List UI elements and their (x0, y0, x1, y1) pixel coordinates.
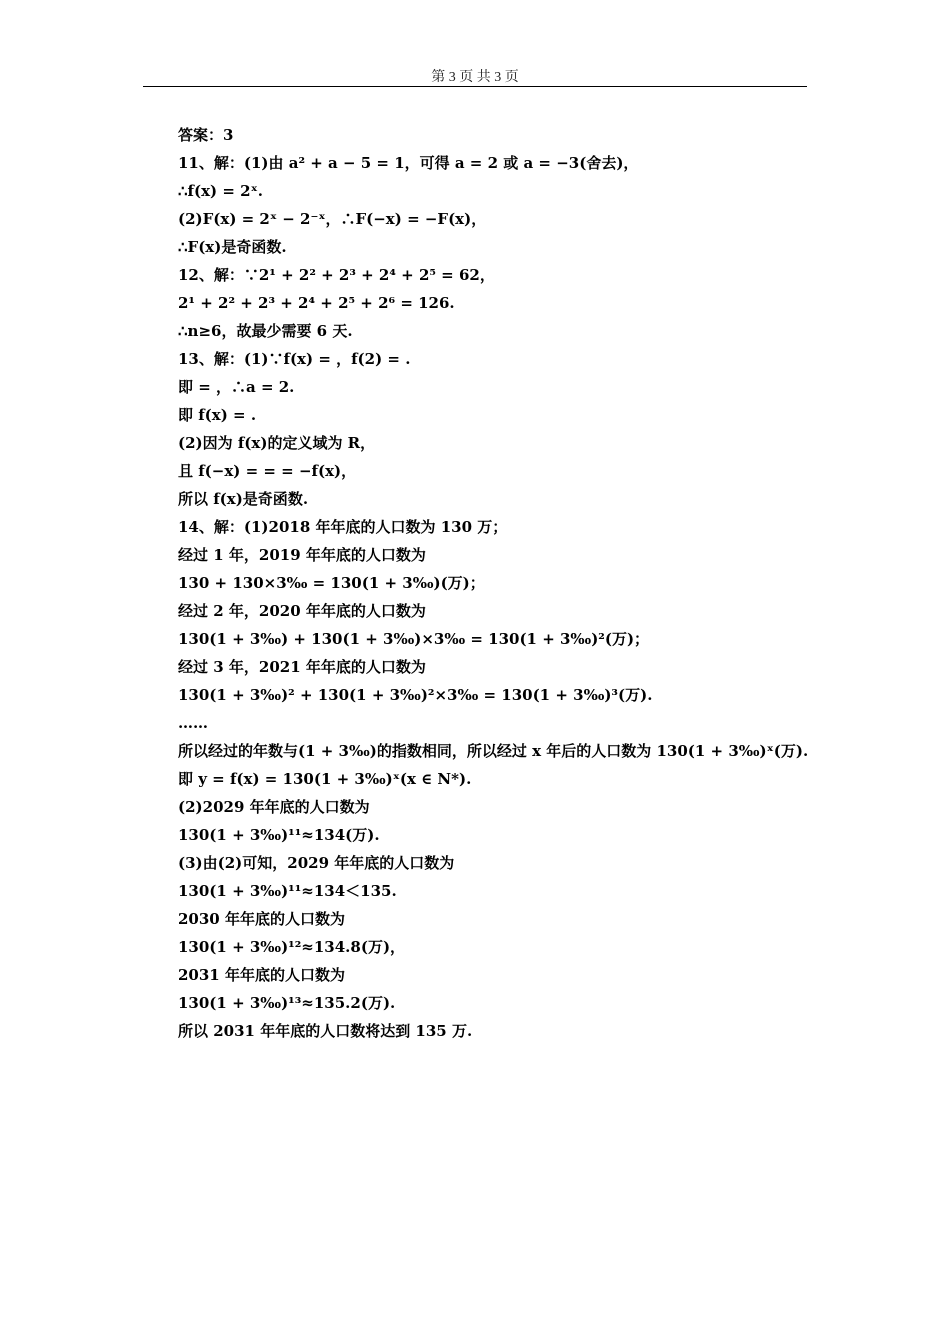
text-line: …… (178, 714, 208, 732)
text-line: 130 + 130×3‰ = 130(1 + 3‰)(万)； (178, 574, 485, 592)
text-line: (2)F(x) = 2ˣ − 2⁻ˣ，∴F(−x) = −F(x)， (178, 210, 487, 228)
text-line: (2)2029 年年底的人口数为 (178, 798, 370, 816)
text-line: (3)由(2)可知，2029 年年底的人口数为 (178, 854, 455, 872)
text-line: 经过 3 年，2021 年年底的人口数为 (178, 658, 426, 676)
text-line: 即 y = f(x) = 130(1 + 3‰)ˣ(x ∈ N*). (178, 770, 472, 788)
text-line: 130(1 + 3‰)¹¹≈134＜135. (178, 882, 397, 900)
answer-body (178, 121, 818, 1045)
text-line: 2030 年年底的人口数为 (178, 910, 345, 928)
text-line: 且 f(−x) = = = −f(x)， (178, 462, 357, 480)
text-line: (2)因为 f(x)的定义域为 R， (178, 434, 376, 452)
text-line: 11、解：(1)由 a² + a − 5 = 1，可得 a = 2 或 a = −3(舍去)， (178, 154, 639, 172)
text-line: 答案：3 (178, 126, 234, 144)
text-line: 经过 1 年，2019 年年底的人口数为 (178, 546, 426, 564)
text-line: 13、解：(1)∵f(x) = ，f(2) = . (178, 350, 411, 368)
text-line: 130(1 + 3‰)² + 130(1 + 3‰)²×3‰ = 130(1 + 3‰)³(万). (178, 686, 653, 704)
text-line: 即 = ，∴a = 2. (178, 378, 295, 396)
text-line: 130(1 + 3‰)¹¹≈134(万). (178, 826, 380, 844)
text-line: 12、解：∵2¹ + 2² + 2³ + 2⁴ + 2⁵ = 62， (178, 266, 495, 284)
text-line: 130(1 + 3‰)¹²≈134.8(万)， (178, 938, 406, 956)
text-line: 即 f(x) = . (178, 406, 257, 424)
text-line: ∴F(x)是奇函数. (178, 238, 287, 256)
text-line: 所以 2031 年年底的人口数将达到 135 万. (178, 1022, 473, 1040)
header-rule (143, 86, 807, 87)
text-line: ∴f(x) = 2ˣ. (178, 182, 263, 200)
text-line: ∴n≥6，故最少需要 6 天. (178, 322, 353, 340)
text-line: 14、解：(1)2018 年年底的人口数为 130 万； (178, 518, 508, 536)
text-line: 130(1 + 3‰)¹³≈135.2(万). (178, 994, 396, 1012)
text-line: 所以经过的年数与(1 + 3‰)的指数相同，所以经过 x 年后的人口数为 130(1 + 3‰)ˣ(万). (178, 742, 809, 760)
text-line: 所以 f(x)是奇函数. (178, 490, 309, 508)
text-line: 2¹ + 2² + 2³ + 2⁴ + 2⁵ + 2⁶ = 126. (178, 294, 455, 312)
page-header: 第 3 页 共 3 页 (431, 70, 519, 85)
text-line: 130(1 + 3‰) + 130(1 + 3‰)×3‰ = 130(1 + 3‰)²(万)； (178, 630, 650, 648)
text-line: 2031 年年底的人口数为 (178, 966, 345, 984)
text-line: 经过 2 年，2020 年年底的人口数为 (178, 602, 426, 620)
